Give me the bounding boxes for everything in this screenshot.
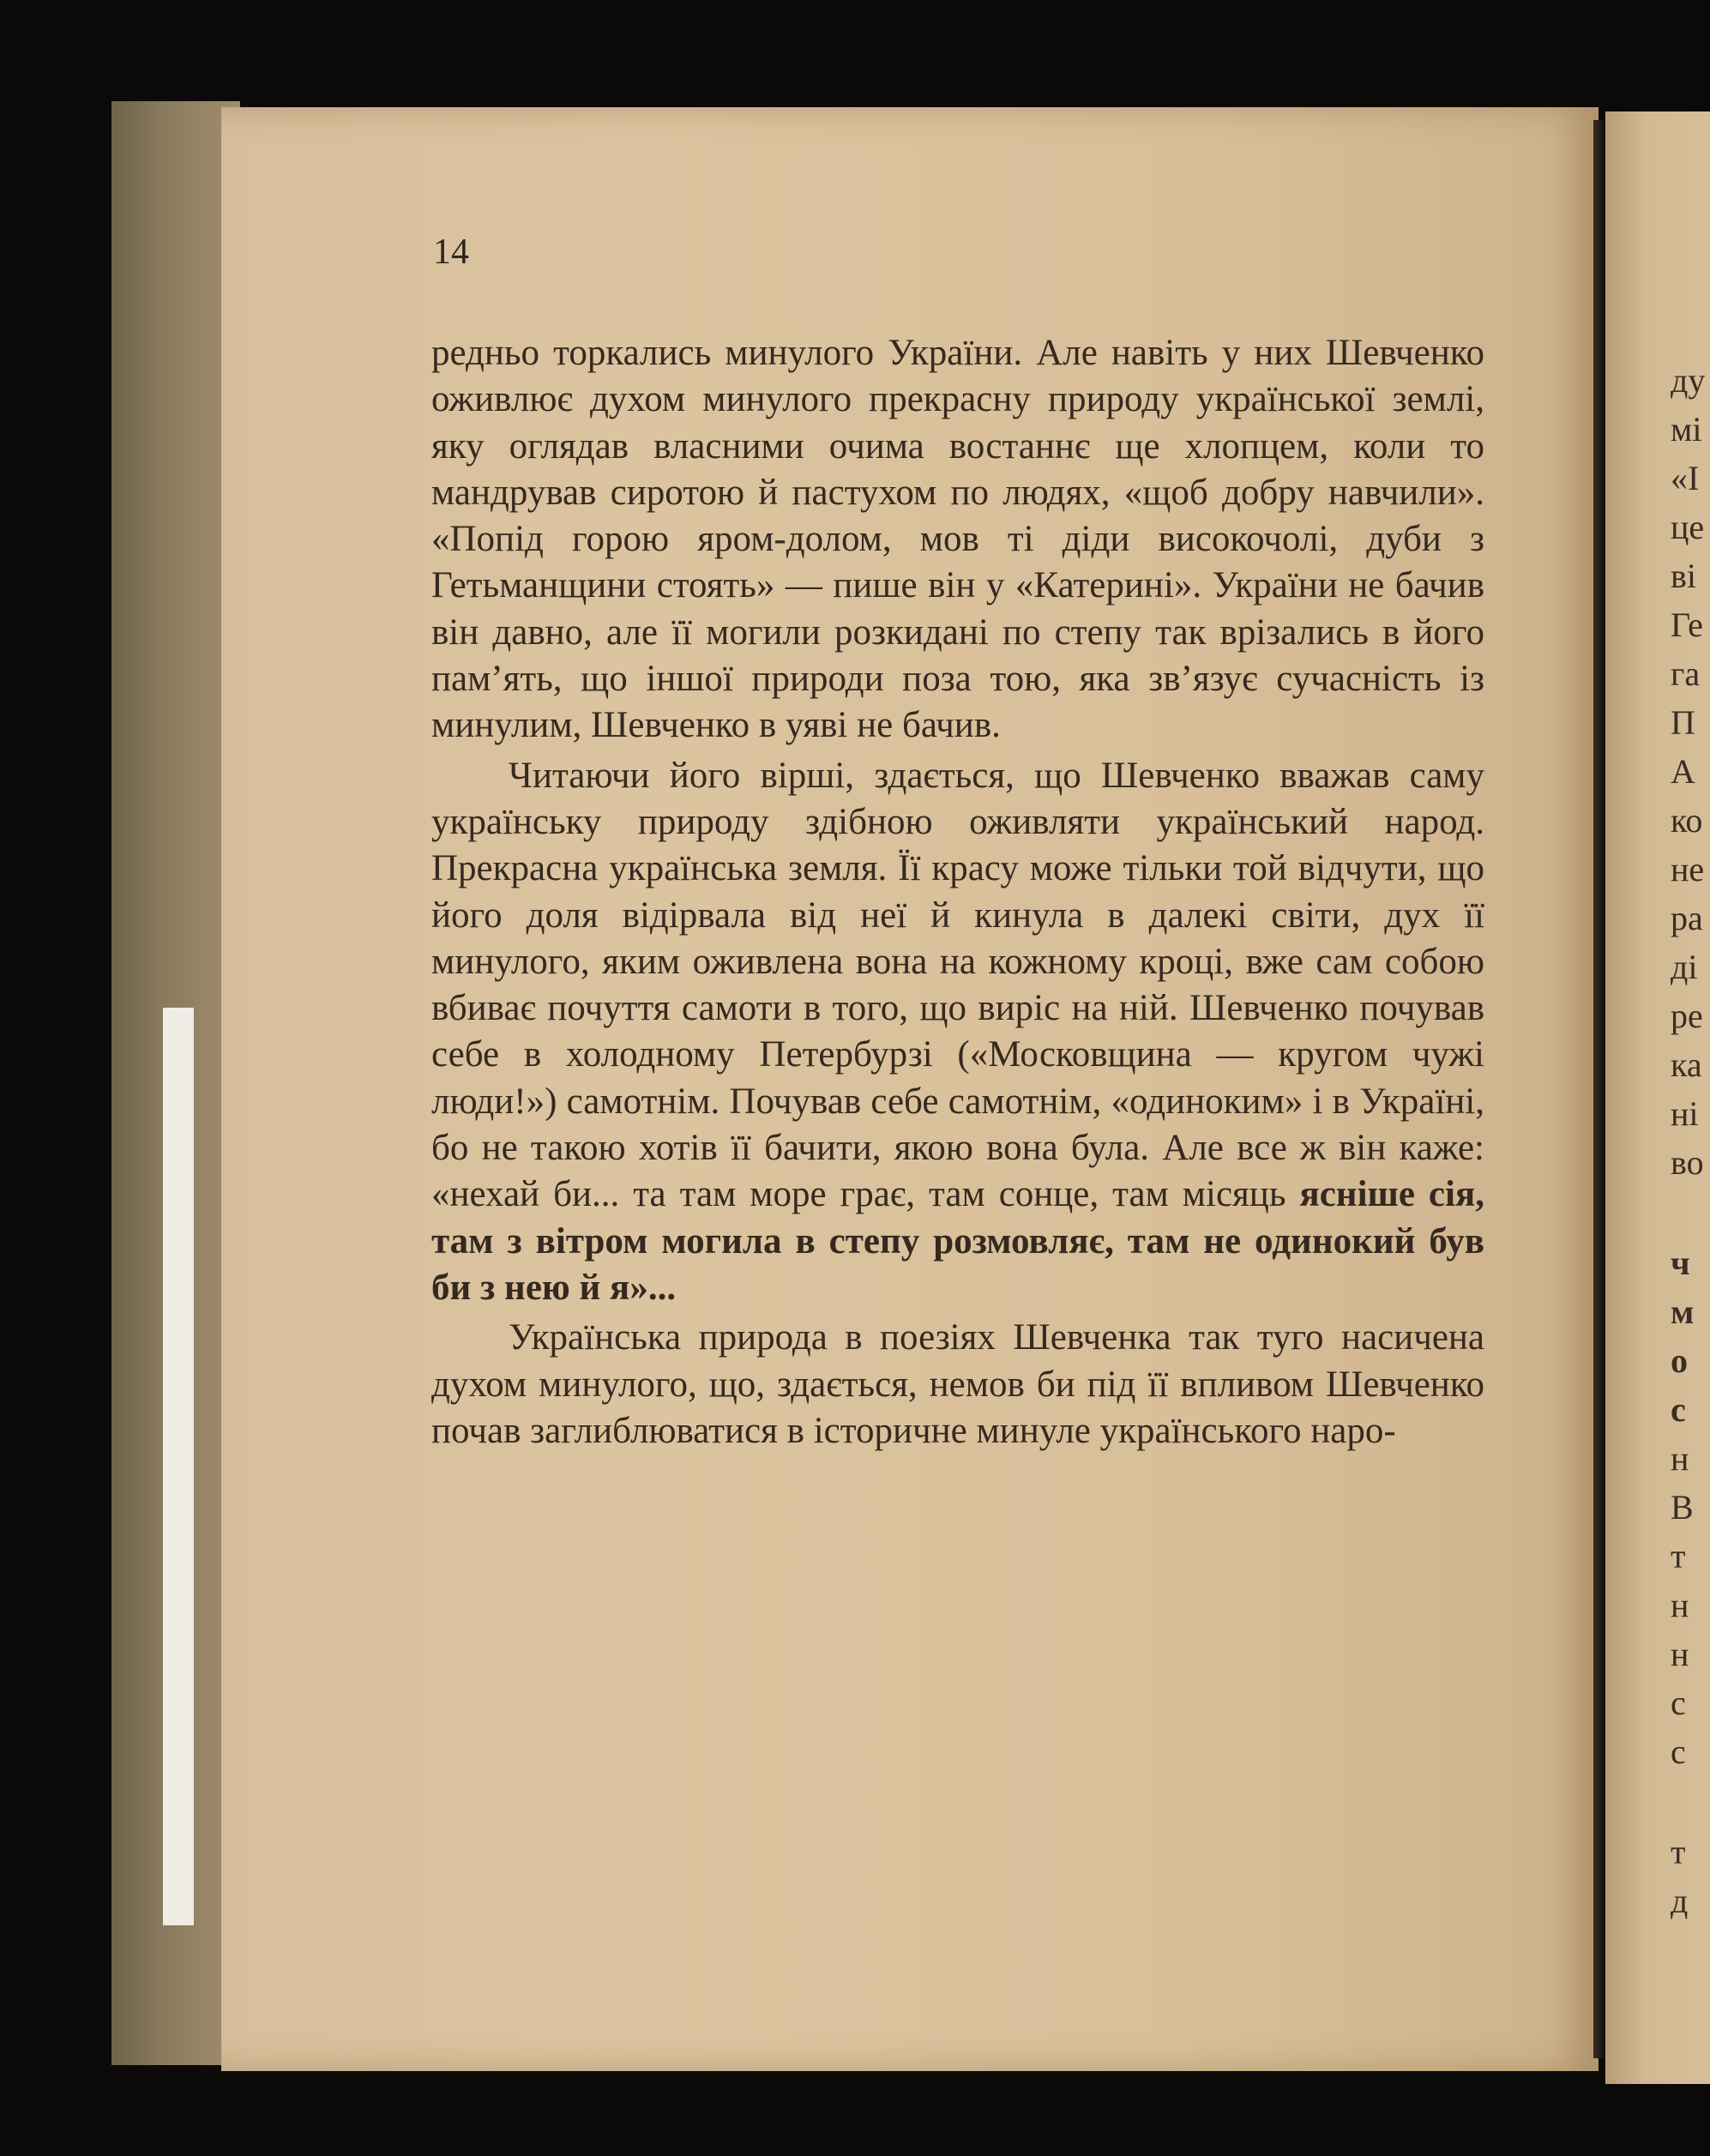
right-line: н [1671,1586,1689,1624]
right-line-bold: о [1671,1341,1688,1380]
right-gap [1671,1187,1710,1238]
right-line: ні [1671,1094,1699,1133]
right-line: П [1671,703,1695,742]
book-gutter [1593,120,1605,2058]
page-text [431,330,1484,1454]
right-line-bold: с [1671,1390,1686,1429]
paragraph-2 [431,753,1484,1312]
right-line: мі [1671,410,1702,449]
right-line: «І [1671,459,1700,497]
right-line: ві [1671,557,1696,595]
right-line: А [1671,752,1695,791]
right-line: ра [1671,899,1703,937]
right-line: це [1671,508,1705,546]
paragraph-3: Українська природа в поезіях Шевченка так туго насичена духом минулого, що, здається, немов би під її впливом Шевченко почав заглиблюватися в історичне минуле українського наро- [431,1317,1484,1451]
right-line-bold: ч [1671,1244,1690,1282]
right-line: ка [1671,1045,1702,1084]
right-line: н [1671,1635,1689,1673]
right-line: Ге [1671,605,1703,644]
right-line: с [1671,1683,1686,1722]
right-line: ді [1671,948,1698,986]
paragraph-1: редньо торкались минулого України. Але навіть у них Шевченко оживлює духом минулого прекрасну природу української землі, яку оглядав власними очима востаннє ще хлопцем, коли то мандрував сиротою й пастухом по людях, «щоб добру навчили». «Попід горою яром-долом, мов ті діди високочолі, дуби з Гетьманщини стоять» — пише він у «Катерині». України не бачив він давно, але її могили розкидані по степу так врізались в його пам’ять, що іншої природи поза тою, яка зв’язує сучасність із минулим, Шевченко в уяві не бачив. [431,333,1484,746]
right-line: не [1671,850,1705,888]
right-page-text [1671,356,1710,1925]
right-line: д [1671,1882,1689,1920]
paragraph-2-text: Читаючи його вірші, здається, що Шевченко вважав саму українську природу здібною оживляти український народ. Прекрасна українська земля. Її красу може тільки той відчути, що його доля відірвала від неї й кинула в далекі світи, дух її минулого, яким оживлена вона на кожному кроці, вже сам собою вбиває почуття самоти в того, що виріс на ній. Шевченко почував себе в холодному Петербурзі («Московщина — кругом чужі люди!») самотнім. Почував себе самотнім, «одиноким» і в Україні, бо не такою хотів її бачити, якою вона була. Але все ж він каже: «нехай би... та там море грає, там сонце, там місяць [431,755,1484,1215]
right-line: ду [1671,361,1706,400]
paragraph-2-bold-tail: ясніше сія, там з вітром могила в степу розмовляє, там не одинокий був би з нею й я»... [431,1174,1484,1308]
right-line: ре [1671,997,1703,1035]
right-line: н [1671,1439,1689,1478]
right-line: В [1671,1488,1694,1527]
right-line: во [1671,1143,1704,1182]
right-line: т [1671,1833,1686,1871]
right-gap [1671,1776,1710,1828]
paper-strip [163,1008,194,1925]
right-line: ко [1671,801,1703,840]
right-line-bold: м [1671,1292,1695,1331]
page-number: 14 [433,232,469,272]
right-line: с [1671,1732,1686,1771]
right-line: т [1671,1537,1686,1575]
right-line: га [1671,654,1701,693]
